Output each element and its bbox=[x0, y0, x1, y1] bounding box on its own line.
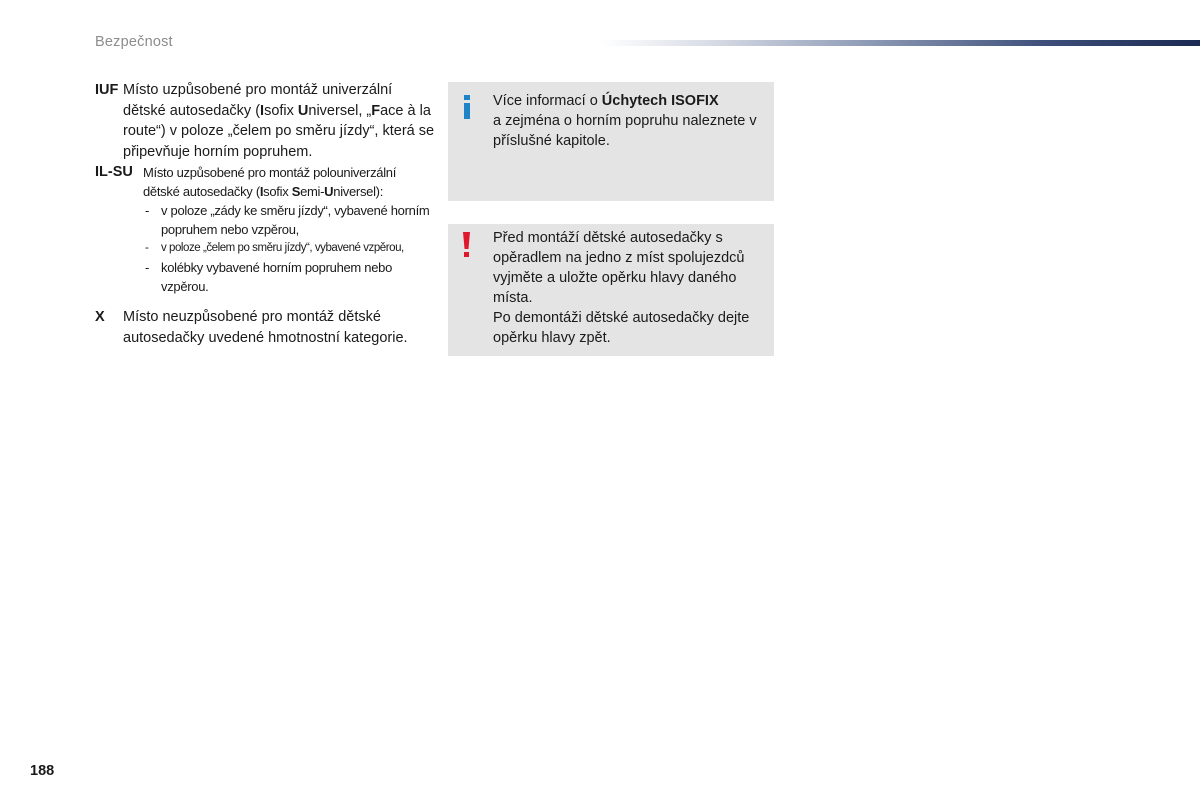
page-number: 188 bbox=[30, 763, 55, 779]
legend-code-iuf: IUF bbox=[95, 82, 119, 98]
warning-note-text-2: Po demontáži dětské autosedačky dejte opěrku hlavy zpět. bbox=[493, 310, 750, 346]
ilsu-options-list bbox=[145, 201, 435, 296]
list-item: - v poloze „zády ke směru jízdy“, vybavené horním popruhem nebo vzpěrou, bbox=[145, 203, 430, 237]
warning-note-text: Před montáží dětské autosedačky s opěradlem na jedno z míst spolujezdců vyjměte a uložte opěrku hlavy daného místa. bbox=[493, 230, 745, 306]
legend-code-ilsu: IL-SU bbox=[95, 164, 133, 180]
legend-text-ilsu: Místo uzpůsobené pro montáž polouniverzální dětské autosedačky (Isofix Semi-Universel): bbox=[143, 165, 397, 199]
info-note-text: Více informací o Úchytech ISOFIX a zejména o horním popruhu naleznete v příslušné kapitole. bbox=[493, 93, 757, 149]
list-item: - kolébky vybavené horním popruhem nebo vzpěrou. bbox=[145, 260, 392, 294]
info-note-box bbox=[448, 82, 774, 201]
exclamation-icon bbox=[463, 232, 470, 258]
legend-entry-x bbox=[95, 307, 435, 348]
legend-entry-iuf bbox=[95, 80, 435, 162]
legend-text-x: Místo neuzpůsobené pro montáž dětské autosedačky uvedené hmotnostní kategorie. bbox=[123, 309, 408, 346]
legend-entry-ilsu bbox=[95, 163, 435, 296]
seat-legend bbox=[95, 80, 435, 348]
list-item: - v poloze „čelem po směru jízdy“, vybavené vzpěrou, bbox=[145, 242, 404, 254]
legend-code-x: X bbox=[95, 309, 105, 325]
section-title: Bezpečnost bbox=[95, 34, 173, 50]
info-icon bbox=[464, 95, 470, 119]
header-gradient-bar bbox=[600, 40, 1200, 46]
warning-note-box bbox=[448, 224, 774, 356]
legend-text-iuf: Místo uzpůsobené pro montáž univerzální dětské autosedačky (Isofix Universel, „Face à la route“) v poloze „čelem po směru jízdy“, která se připevňuje horním popruhem. bbox=[123, 82, 435, 160]
